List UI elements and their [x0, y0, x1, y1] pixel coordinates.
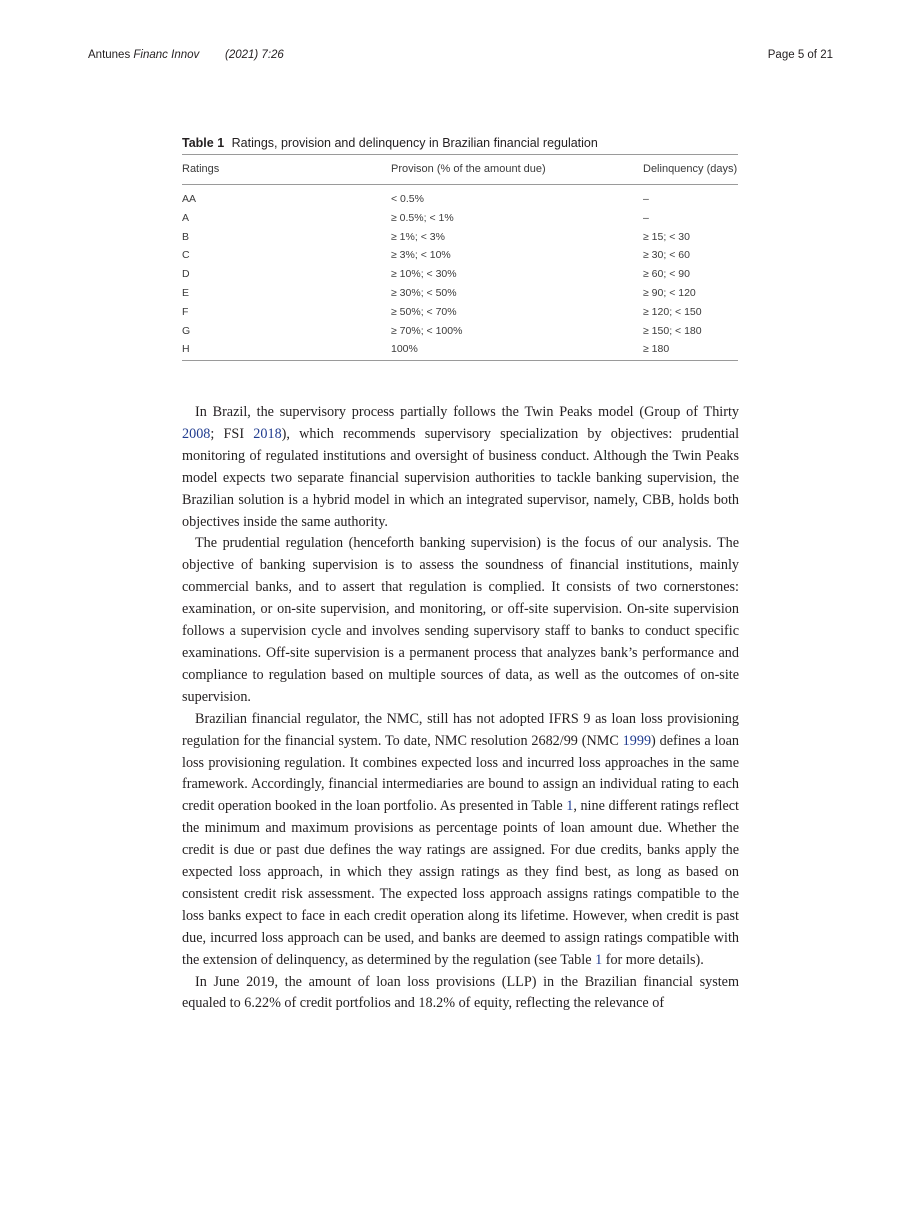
running-header: [88, 49, 833, 67]
rating-cell: G: [182, 324, 191, 337]
table-caption: [182, 134, 738, 154]
rating-cell: D: [182, 268, 190, 281]
text-run: , nine different ratings reflect the minimum and maximum provisions as percentage points of loan amount due. Whether the credit is due or past due defines the way ratings are assigned. For due credits, banks apply the expected loss approach, in which they assign ratings as they find best, as long as based on consistent credit risk assessment. The expected loss approach assigns ratings compatible to the loss banks expect to face in each credit operation along its lifetime. However, when credit is past due, incurred loss approach can be used, and banks are deemed to assign ratings compatible with the extension of delinquency, as determined by the regulation (see Table: [182, 798, 739, 968]
citation-link-2018[interactable]: 2018: [253, 425, 282, 442]
header-author: Antunes: [88, 49, 131, 61]
table-row: [182, 209, 738, 228]
provision-cell: 100%: [391, 343, 418, 356]
rating-cell: E: [182, 286, 190, 299]
provision-cell: ≥ 1%; < 3%: [391, 230, 445, 243]
header-page-number: Page 5 of 21: [767, 49, 833, 61]
delinquency-cell: ≥ 60; < 90: [643, 268, 690, 281]
header-journal: Financ Innov: [133, 49, 200, 61]
delinquency-cell: ≥ 180: [643, 343, 670, 356]
table-row: [182, 246, 738, 265]
body-text: [182, 402, 739, 1015]
provision-cell: ≥ 50%; < 70%: [391, 305, 457, 318]
column-header-provision: Provison (% of the amount due): [391, 163, 546, 175]
header-citation: [88, 49, 199, 61]
header-year-volume: (2021) 7:26: [225, 49, 284, 61]
column-header-ratings: Ratings: [182, 163, 220, 175]
delinquency-cell: –: [643, 193, 649, 205]
rating-cell: H: [182, 343, 190, 356]
table-label: Table 1: [182, 136, 225, 150]
rating-cell: A: [182, 211, 190, 224]
table-row: [182, 322, 738, 341]
delinquency-cell: –: [643, 211, 649, 224]
rating-cell: C: [182, 249, 190, 262]
text-run: ; FSI: [210, 425, 254, 442]
text-run: ) defines a loan loss provisioning regulation. It combines expected loss and incurred loss approaches in the same framework. Accordingly, financial intermediaries are bound to assign an individual rating to each credit operation booked in the loan portfolio. As presented in Table: [182, 732, 739, 815]
rating-cell: F: [182, 305, 189, 318]
delinquency-cell: ≥ 30; < 60: [643, 249, 690, 262]
provision-cell: < 0.5%: [391, 193, 424, 205]
table-row: [182, 228, 738, 247]
table-1: [182, 134, 738, 361]
text-run: Brazilian financial regulator, the NMC, still has not adopted IFRS 9 as loan loss provisioning regulation for the financial system. To date, NMC resolution 2682/99 (NMC: [182, 710, 739, 749]
table-row: [182, 265, 738, 284]
table-row: [182, 284, 738, 303]
table-1-link[interactable]: 1: [566, 798, 574, 815]
table-row: [182, 340, 738, 359]
table-1-link[interactable]: 1: [595, 951, 603, 968]
paragraph-twin-peaks: [182, 402, 739, 533]
table-bottom-rule: [182, 360, 738, 361]
text-run: for more details).: [602, 951, 704, 968]
delinquency-cell: ≥ 15; < 30: [643, 230, 690, 243]
table-row: [182, 303, 738, 322]
provision-cell: ≥ 0.5%; < 1%: [391, 211, 454, 224]
delinquency-cell: ≥ 150; < 180: [643, 324, 702, 337]
table-body: [182, 185, 738, 360]
paragraph-llp-2019: In June 2019, the amount of loan loss provisions (LLP) in the Brazilian financial system equaled to 6.22% of credit portfolios and 18.2% of equity, reflecting the relevance of: [182, 973, 739, 1012]
citation-link-2008[interactable]: 2008: [182, 425, 211, 442]
citation-link-1999[interactable]: 1999: [622, 732, 652, 749]
text-run: ), which recommends supervisory specialization by objectives: prudential monitoring of regulated institutions and oversight of business conduct. Although the Twin Peaks model expects two separate financial supervision authorities to tackle banking supervision, the Brazilian solution is a hybrid model in which an integrated supervisor, namely, CBB, holds both objectives inside the same authority.: [182, 425, 740, 530]
column-header-delinquency: Delinquency (days): [643, 163, 738, 175]
rating-cell: B: [182, 230, 190, 243]
rating-cell: AA: [182, 193, 197, 205]
provision-cell: ≥ 70%; < 100%: [391, 324, 463, 337]
provision-cell: ≥ 10%; < 30%: [391, 268, 457, 281]
provision-cell: ≥ 3%; < 10%: [391, 249, 451, 262]
table-header-row: [182, 155, 738, 184]
delinquency-cell: ≥ 90; < 120: [643, 286, 696, 299]
delinquency-cell: ≥ 120; < 150: [643, 305, 702, 318]
provision-cell: ≥ 30%; < 50%: [391, 286, 457, 299]
paragraph-prudential-regulation: The prudential regulation (henceforth banking supervision) is the focus of our analysis. The objective of banking supervision is to assess the soundness of financial institutions, mainly commercial banks, and to assert that regulation is complied. It consists of two cornerstones: examination, or on-site supervision, and monitoring, or off-site supervision. On-site supervision follows a supervision cycle and involves sending supervisory staff to banks to conduct specific examinations. Off-site supervision is a permanent process that analyzes bank’s performance and compliance to regulation based on multiple sources of data, as well as the outcomes of on-site supervision.: [182, 535, 739, 705]
table-row: [182, 190, 738, 209]
paragraph-loan-loss-provisioning: [182, 709, 739, 972]
text-run: In Brazil, the supervisory process partially follows the Twin Peaks model (Group of Thirty: [195, 404, 739, 420]
table-caption-text: Ratings, provision and delinquency in Brazilian financial regulation: [231, 136, 598, 150]
